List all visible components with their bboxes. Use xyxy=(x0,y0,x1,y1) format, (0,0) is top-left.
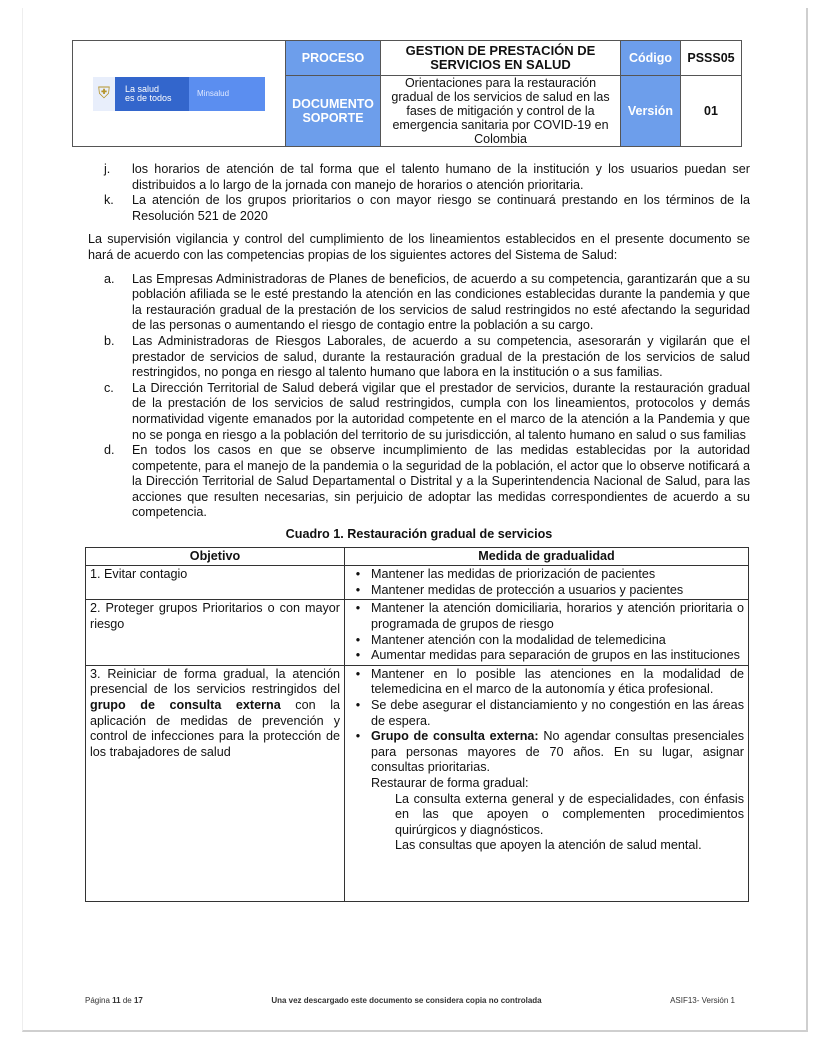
sub-item: La consulta externa general y de especialidades, con énfasis en las que apoyen o complementen procedimientos quirúrgicos y diagnósticos. xyxy=(395,791,744,837)
list-marker: d. xyxy=(104,443,115,458)
bullet-item xyxy=(345,567,744,583)
bullet-item xyxy=(345,601,744,632)
list-marker: c. xyxy=(104,380,114,395)
list-text: La Dirección Territorial de Salud deberá vigilar que el prestador de servicios, durante la restauración gradual de la prestación de los servicios de salud restringidos, cumpla con los lineamientos, protocolos y demás normatividad vigente emanados por la autoridad competente en el marco de la atención a la Pandemia y que no se ponga en riesgo a la población del territorio de su jurisdicción, al talento humano en salud o sus familias xyxy=(132,380,750,442)
list-marker: b. xyxy=(104,333,115,348)
objective-cell: 1. Evitar contagio xyxy=(86,566,345,600)
bullet-text: Aumentar medidas para separación de grupos en las instituciones xyxy=(371,648,740,663)
sub-item: Las consultas que apoyen la atención de salud mental. xyxy=(395,838,702,853)
table-row xyxy=(86,566,749,600)
proceso-value: GESTION DE PRESTACIÓN DE SERVICIOS EN SALUD xyxy=(381,41,621,76)
bullet-text: Mantener medidas de protección a usuarios y pacientes xyxy=(371,582,684,597)
list-item xyxy=(88,162,750,193)
bullet-icon: • xyxy=(355,729,361,744)
codigo-label: Código xyxy=(621,41,681,76)
list-item xyxy=(88,272,750,334)
codigo-value: PSSS05 xyxy=(681,41,742,76)
page-number: Página 11 de 17 xyxy=(85,996,143,1005)
footer-notice: Una vez descargado este documento se considera copia no controlada xyxy=(271,996,542,1005)
column-header: Objetivo xyxy=(86,547,345,566)
version-label: Versión xyxy=(621,76,681,147)
version-value: 01 xyxy=(681,76,742,147)
page-footer xyxy=(85,996,735,1005)
table-row xyxy=(86,665,749,901)
list-marker: j. xyxy=(104,162,111,176)
list-item xyxy=(88,193,750,224)
sub-heading: Restaurar de forma gradual: xyxy=(371,775,529,790)
list-text: Las Empresas Administradoras de Planes de beneficios, de acuerdo a su competencia, garantizarán que a su población afiliada se le esté prestando la atención en las condiciones establecidas durante la pandemia y que la restauración gradual de la prestación de los servicios de salud restringidos no esté afectando la seguridad de las personas o aumentando el riesgo de contagio entre la población a su cargo. xyxy=(132,271,750,333)
minsalud-logo xyxy=(93,77,265,111)
bullet-item xyxy=(345,583,744,599)
bullet-bold: Grupo de consulta externa: xyxy=(371,729,539,744)
proceso-label: PROCESO xyxy=(286,41,381,76)
coat-of-arms-icon: ⛨ xyxy=(97,84,110,102)
logo-text: La salud xyxy=(125,83,160,94)
documento-label: DOCUMENTO SOPORTE xyxy=(286,76,381,147)
bullet-icon: • xyxy=(355,582,361,597)
bullet-item xyxy=(345,729,744,776)
bullet-item xyxy=(345,633,744,649)
bullet-item xyxy=(345,698,744,729)
objective-cell xyxy=(86,665,345,901)
bullet-item xyxy=(345,648,744,664)
table-row xyxy=(86,600,749,665)
bullet-item xyxy=(345,667,744,698)
list-marker: k. xyxy=(104,193,114,208)
bullet-text: Mantener las medidas de priorización de pacientes xyxy=(371,567,656,582)
documento-value: Orientaciones para la restauración gradual de los servicios de salud en las fases de mitigación y control de la emergencia sanitaria por COVID-19 en Colombia xyxy=(381,76,621,147)
bullet-icon: • xyxy=(355,648,361,663)
bullet-text: Se debe asegurar el distanciamiento y no congestión en las áreas de espera. xyxy=(371,698,744,728)
list-text: En todos los casos en que se observe incumplimiento de las medidas establecidas por la autoridad competente, para el manejo de la pandemia o la seguridad de la población, el actor que lo observe notificará a la Dirección Territorial de Salud Departamental o Distrital y a la Superintendencia Nacional de Salud, para las acciones que resulten necesarias, sin perjuicio de adoptar las medidas correspondientes de acuerdo a su competencia. xyxy=(132,443,750,520)
bullet-text: Mantener la atención domiciliaria, horarios y atención prioritaria o programada de grupos de riesgo xyxy=(371,601,744,632)
bullet-icon: • xyxy=(355,567,361,582)
list-item xyxy=(88,381,750,443)
document-body xyxy=(88,162,750,902)
objective-text: con la aplicación de medidas de prevención y control de infecciones para la protección de los trabajadores de salud xyxy=(90,698,340,759)
logo-text: es de todos xyxy=(125,92,172,103)
bullet-icon: • xyxy=(355,632,361,647)
bullet-text: Mantener en lo posible las atenciones en la modalidad de telemedicina en el marco de la autonomía y ética profesional. xyxy=(371,666,744,697)
list-marker: a. xyxy=(104,271,115,286)
list-text: La atención de los grupos prioritarios o con mayor riesgo se continuará prestando en los términos de la Resolución 521 de 2020 xyxy=(132,193,750,223)
list-item xyxy=(88,443,750,521)
restoration-table xyxy=(85,547,749,902)
column-header: Medida de gradualidad xyxy=(345,547,749,566)
list-item xyxy=(88,334,750,381)
objective-bold: grupo de consulta externa xyxy=(90,698,281,712)
objective-text: 3. Reiniciar de forma gradual, la atención presencial de los servicios restringidos del xyxy=(90,666,340,697)
document-header xyxy=(72,40,742,147)
footer-code: ASIF13- Versión 1 xyxy=(670,996,735,1005)
paragraph: La supervisión vigilancia y control del cumplimiento de los lineamientos establecidos en el presente documento se hará de acuerdo con las competencias propias de los siguientes actores del Sistema de Salud: xyxy=(88,232,750,262)
list-text: los horarios de atención de tal forma que el talento humano de la institución y los usuarios puedan ser distribuidos a lo largo de la jornada con manejo de horarios o atención prioritaria. xyxy=(132,162,750,192)
logo-brand: Minsalud xyxy=(189,77,265,111)
bullet-icon: • xyxy=(355,666,361,681)
bullet-icon: • xyxy=(355,698,361,712)
bullet-icon: • xyxy=(355,601,361,616)
bullet-text: No agendar consultas presenciales para personas mayores de 70 años. En su lugar, asignar consultas prioritarias. xyxy=(371,729,744,775)
list-text: Las Administradoras de Riesgos Laborales, de acuerdo a su competencia, asesorarán y vigilarán que el prestador de servicios de salud, durante la restauración gradual de la prestación de los servicios de salud restringidos, no ponga en riesgo al talento humano que labora en la institución o a sus familias. xyxy=(132,333,750,380)
logo-cell xyxy=(73,41,286,147)
bullet-text: Mantener atención con la modalidad de telemedicina xyxy=(371,632,666,647)
objective-cell: 2. Proteger grupos Prioritarios o con mayor riesgo xyxy=(86,600,345,665)
table-caption: Cuadro 1. Restauración gradual de servicios xyxy=(285,527,553,542)
